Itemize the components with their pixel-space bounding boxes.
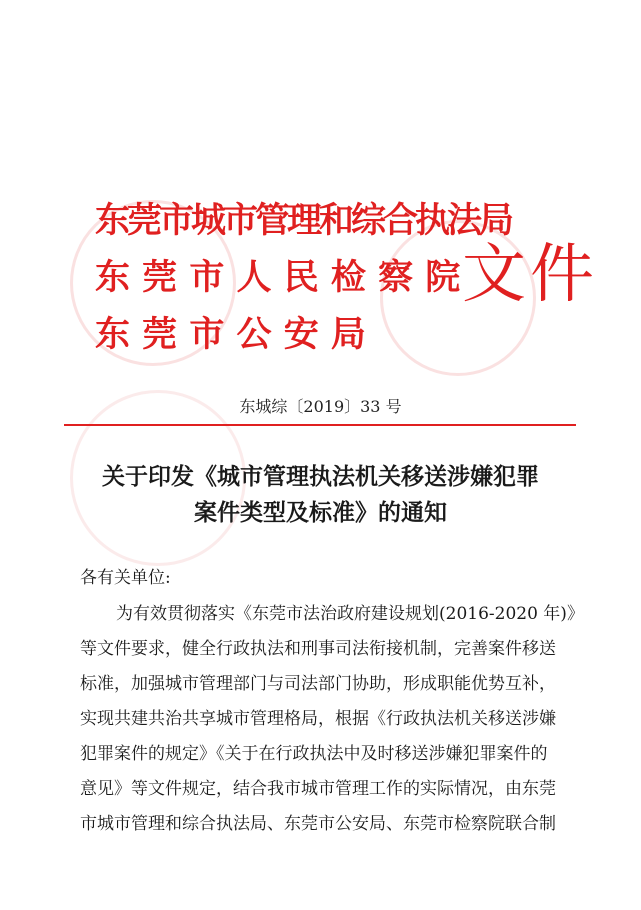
body-paragraph-line: 等文件要求，健全行政执法和刑事司法衔接机制，完善案件移送: [80, 639, 556, 659]
body-paragraph-line: 标准，加强城市管理部门与司法部门协助，形成职能优势互补，: [80, 674, 556, 694]
document-number: 东城综〔2019〕33 号: [239, 397, 402, 416]
issuing-agency-urban-management: 东莞市城市管理和综合执法局: [95, 200, 512, 241]
salutation: 各有关单位:: [80, 568, 171, 588]
body-paragraph-line: 犯罪案件的规定》《关于在行政执法中及时移送涉嫌犯罪案件的: [80, 744, 548, 764]
notice-title-line-1: 关于印发《城市管理执法机关移送涉嫌犯罪: [102, 463, 539, 490]
body-paragraph-line: 实现共建共治共享城市管理格局，根据《行政执法机关移送涉嫌: [80, 709, 556, 729]
issuing-agency-procuratorate: 东 莞 市 人 民 检 察 院: [95, 257, 461, 298]
body-paragraph-line: 为有效贯彻落实《东莞市法治政府建设规划(2016-2020 年)》: [116, 604, 584, 624]
issuing-agency-public-security: 东 莞 市 公 安 局: [95, 314, 366, 355]
body-paragraph-line: 市城市管理和综合执法局、东莞市公安局、东莞市检察院联合制: [80, 814, 556, 834]
red-divider: [64, 424, 576, 426]
document-label: 文件: [462, 238, 598, 312]
body-paragraph-line: 意见》等文件规定，结合我市城市管理工作的实际情况，由东莞: [80, 779, 556, 799]
notice-title-line-2: 案件类型及标准》的通知: [194, 499, 447, 526]
